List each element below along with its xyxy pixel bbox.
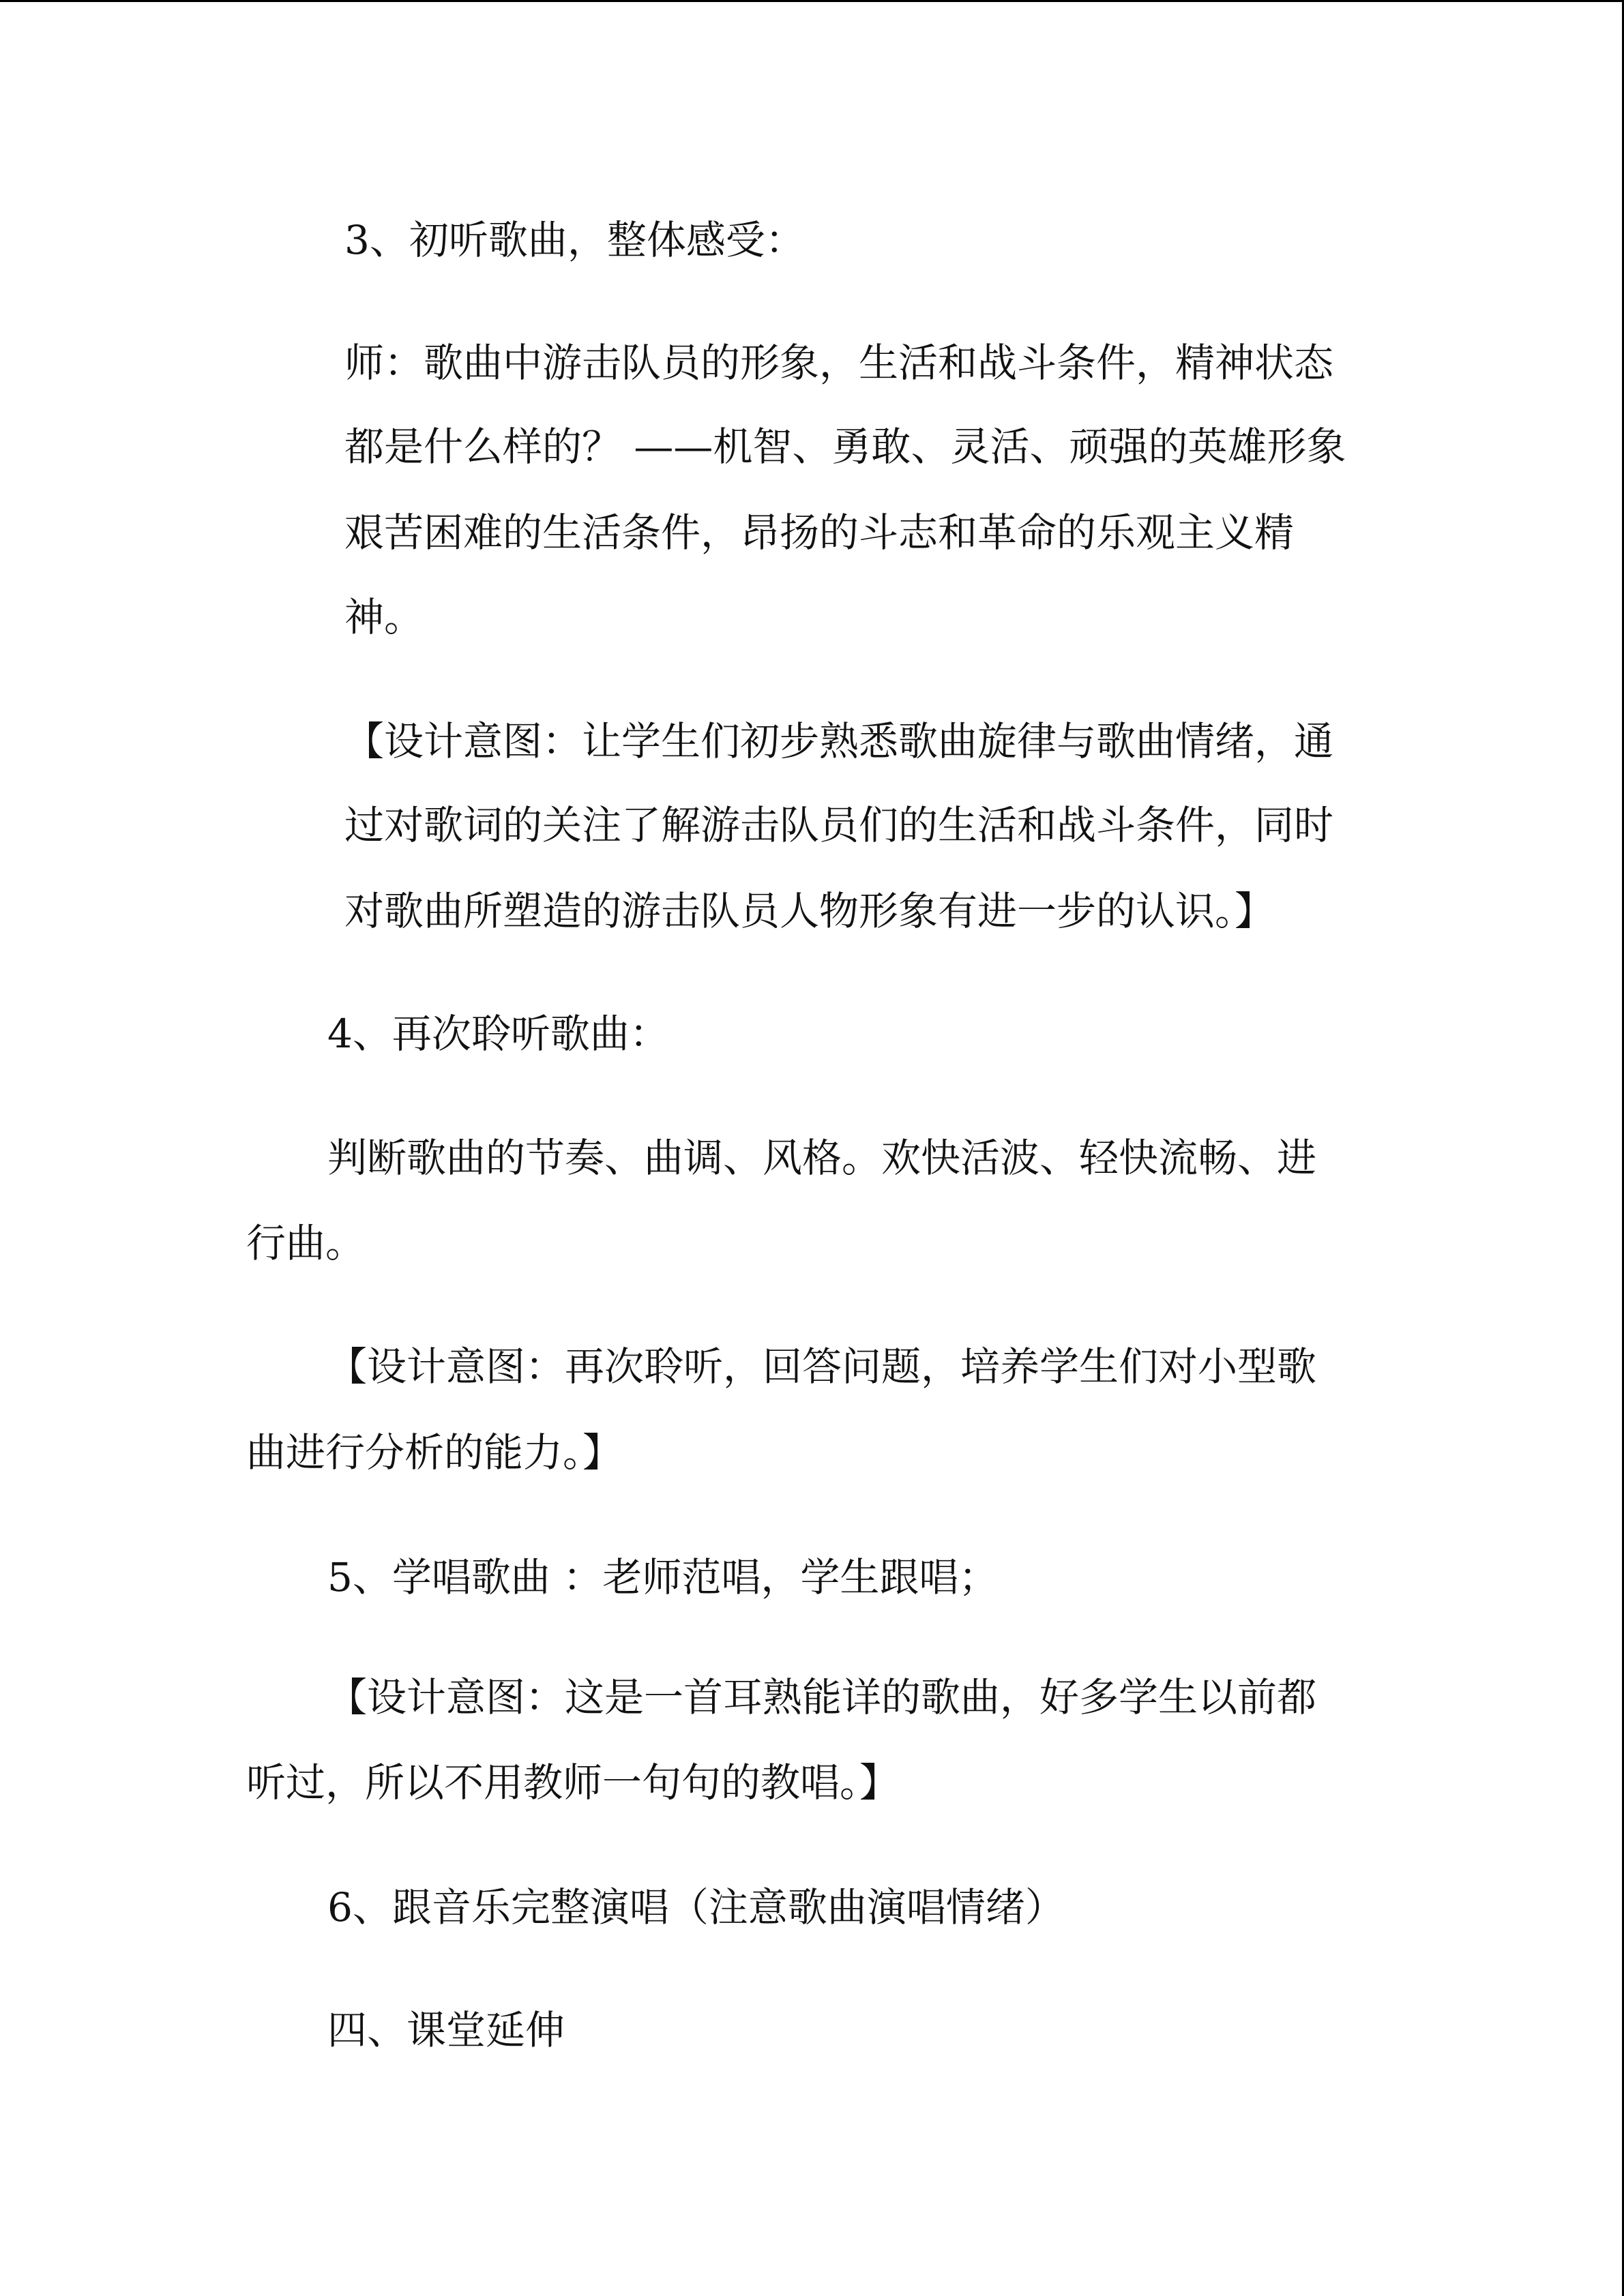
section-3-heading: 3、初听歌曲，整体感受： <box>344 217 805 263</box>
teacher-paragraph-line-3: 艰苦困难的生活条件，昂扬的斗志和革命的乐观主义精 <box>344 509 1295 556</box>
teacher-paragraph-line-2: 都是什么样的？ ——机智、勇敢、灵活、顽强的英雄形象 <box>344 423 1346 470</box>
design-note-5-line-1: 【设计意图：这是一首耳熟能详的歌曲，好多学生以前都 <box>327 1674 1317 1720</box>
section-6-heading: 6、跟音乐完整演唱（注意歌曲演唱情绪） <box>327 1884 1065 1930</box>
page-top-border <box>0 0 1624 2</box>
design-note-3-line-2: 过对歌词的关注了解游击队员们的生活和战斗条件，同时 <box>344 802 1334 848</box>
design-note-5-line-2: 听过，所以不用教师一句句的教唱。】 <box>246 1759 900 1806</box>
design-note-4-line-1: 【设计意图：再次聆听，回答问题，培养学生们对小型歌 <box>327 1343 1317 1390</box>
judge-paragraph-line-2: 行曲。 <box>246 1220 366 1266</box>
design-note-3-line-3: 对歌曲所塑造的游击队员人物形象有进一步的认识。】 <box>344 888 1275 934</box>
teacher-paragraph-line-4: 神。 <box>344 594 424 640</box>
judge-paragraph-line-1: 判断歌曲的节奏、曲调、风格。欢快活波、轻快流畅、进 <box>327 1135 1317 1181</box>
section-4-heading: 4、再次聆听歌曲： <box>327 1011 669 1057</box>
design-note-3-line-1: 【设计意图：让学生们初步熟悉歌曲旋律与歌曲情绪，通 <box>344 718 1334 764</box>
teacher-paragraph-line-1: 师：歌曲中游击队员的形象，生活和战斗条件，精神状态 <box>344 340 1334 386</box>
design-note-4-line-2: 曲进行分析的能力。】 <box>246 1429 623 1476</box>
section-5-heading: 5、学唱歌曲 ：老师范唱，学生跟唱； <box>327 1554 999 1600</box>
section-four-heading: 四、课堂延伸 <box>327 2007 565 2053</box>
